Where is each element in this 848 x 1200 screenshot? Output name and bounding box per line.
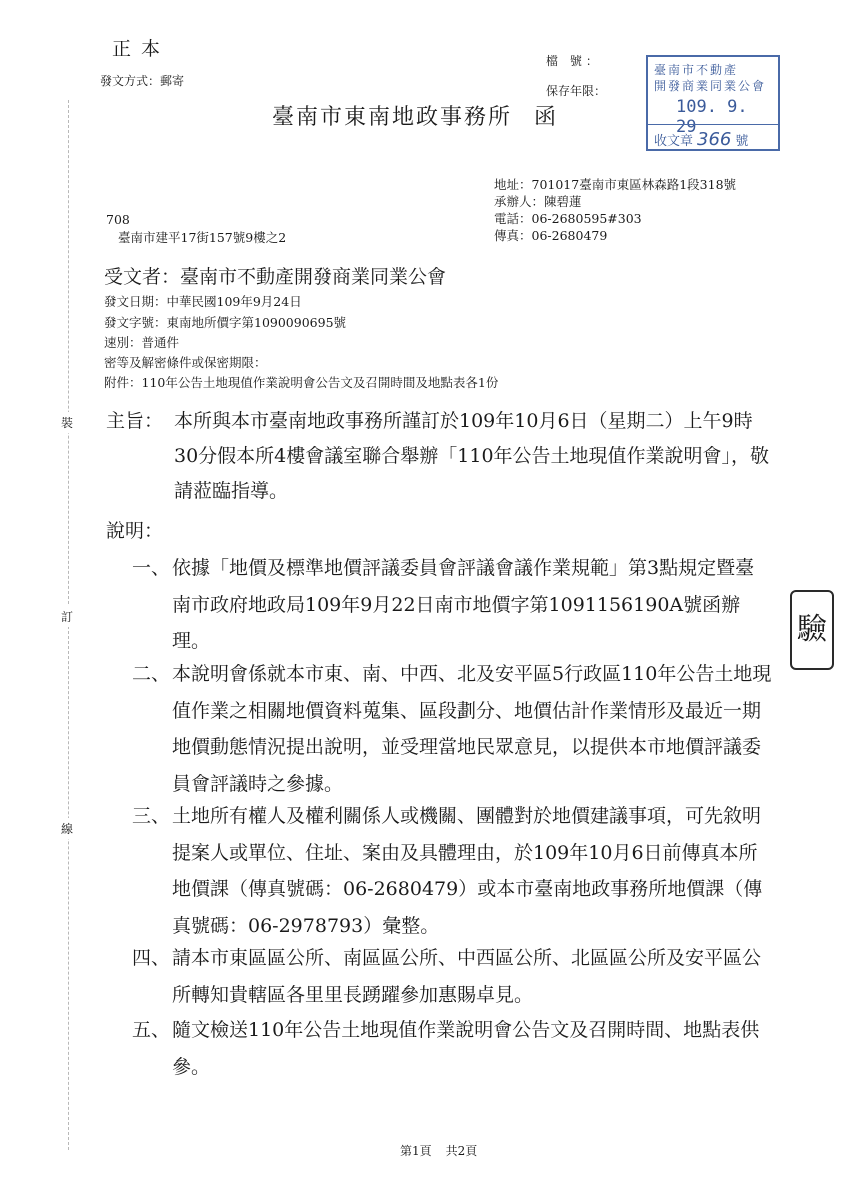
stamp-date: 109. 9. 29	[676, 97, 748, 137]
item-text: 請本市東區區公所、南區區公所、中西區公所、北區區公所及安平區公所轉知貴轄區各里里長踴躍參加惠賜卓見。	[172, 947, 762, 1006]
stamp-receipt-suffix: 號	[735, 134, 749, 149]
item-text: 依據「地價及標準地價評議委員會評議會議作業規範」第3點規定暨臺南市政府地政局109年9月22日南市地價字第1091156190A號函辦理。	[172, 557, 755, 652]
recipient: 受文者：臺南市不動產開發商業同業公會	[104, 266, 447, 288]
subject-label: 主旨：	[106, 410, 164, 432]
file-number-label: 檔 號：	[546, 54, 602, 68]
contact-phone: 電話：06-2680595#303	[494, 211, 642, 226]
binding-mark-xian: 線	[61, 818, 73, 839]
subject-text: 本所與本市臺南地政事務所謹訂於109年10月6日（星期二）上午9時30分假本所4樓會議室聯合舉辦「110年公告土地現值作業說明會」，敬請蒞臨指導。	[174, 410, 770, 502]
item-number: 四、	[132, 947, 171, 969]
item-number: 二、	[132, 663, 171, 685]
document-kind: 函	[534, 105, 559, 130]
receiver-address: 臺南市建平17街157號9樓之2	[118, 230, 287, 245]
document-title	[272, 100, 558, 131]
item-number: 五、	[132, 1019, 171, 1041]
total-pages: 共2頁	[445, 1144, 478, 1158]
item-number: 三、	[132, 805, 171, 827]
page-number: 第1頁	[400, 1144, 432, 1158]
contact-address: 地址：701017臺南市東區林森路1段318號	[494, 177, 737, 192]
stamp-divider	[648, 124, 778, 125]
receiver-postcode: 708	[106, 212, 130, 227]
stamp-receipt-line	[654, 129, 748, 150]
document-number: 發文字號：東南地所價字第1090090695號	[104, 315, 347, 330]
verification-seal: 驗	[790, 590, 834, 670]
receipt-stamp	[646, 55, 780, 151]
copy-mark: 正本	[112, 38, 171, 60]
item-text: 本說明會係就本市東、南、中西、北及安平區5行政區110年公告土地現值作業之相關地價資料蒐集、區段劃分、地價估計作業情形及最近一期地價動態情況提出說明，並受理當地民眾意見，以提供本市地價評議委員會評議時之參據。	[172, 663, 772, 795]
stamp-receipt-number: 366	[697, 129, 732, 150]
secrecy-level: 密等及解密條件或保密期限：	[104, 355, 267, 370]
delivery-speed: 速別：普通件	[104, 335, 180, 350]
contact-handler: 承辦人：陳碧蓮	[494, 194, 582, 209]
item-text: 隨文檢送110年公告土地現值作業說明會公告文及召開時間、地點表供參。	[172, 1019, 760, 1078]
stamp-org-line1: 臺南市不動產	[654, 63, 739, 77]
binding-mark-zhuang: 裝	[61, 412, 73, 433]
agency-name: 臺南市東南地政事務所	[272, 105, 513, 130]
send-method: 發文方式：郵寄	[100, 74, 185, 88]
page-footer	[400, 1142, 477, 1159]
stamp-org-line2: 開發商業同業公會	[654, 79, 767, 93]
attachment-note: 附件：110年公告土地現值作業說明會公告文及召開時間及地點表各1份	[104, 375, 499, 390]
contact-fax: 傳真：06-2680479	[494, 228, 608, 243]
item-number: 一、	[132, 557, 171, 579]
explanation-label: 說明：	[106, 520, 164, 542]
issue-date: 發文日期：中華民國109年9月24日	[104, 294, 302, 309]
retention-label: 保存年限：	[546, 84, 607, 98]
item-text: 土地所有權人及權利關係人或機關、團體對於地價建議事項，可先敘明提案人或單位、住址、案由及具體理由，於109年10月6日前傳真本所地價課（傳真號碼：06-2680479）或本市臺南地政事務所地價課（傳真號碼：06-2978793）彙整。	[172, 805, 763, 937]
stamp-receipt-label: 收文章	[654, 134, 694, 149]
binding-mark-ding: 訂	[61, 606, 73, 627]
